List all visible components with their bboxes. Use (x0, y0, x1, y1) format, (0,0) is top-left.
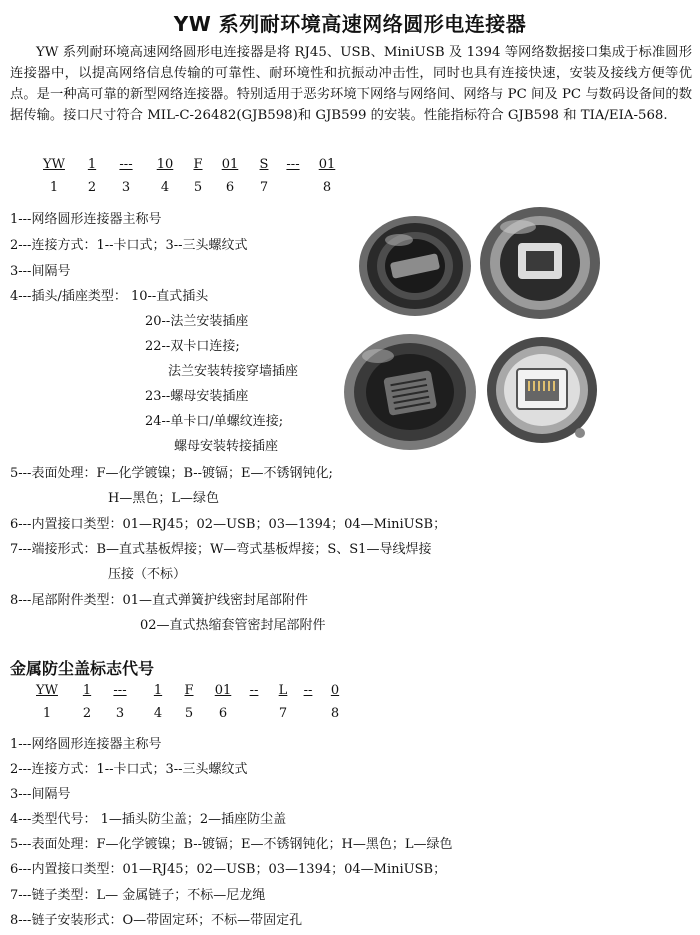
code-number: 3 (115, 706, 125, 721)
code-number: 6 (225, 180, 235, 195)
code-cell: 10 (156, 157, 174, 172)
page-title: YW 系列耐环境高速网络圆形电连接器 (173, 12, 527, 36)
spec-item: 02—直式热缩套管密封尾部附件 (140, 618, 326, 633)
connector-photo-3 (338, 330, 478, 452)
code-number: 1 (42, 706, 52, 721)
code-cell: --- (286, 157, 300, 172)
dust-cap-code-number-row (0, 706, 700, 728)
spec-item: 2---连接方式：1--卡口式；3--三头螺纹式 (10, 238, 248, 253)
code-cell: -- (303, 683, 313, 698)
model-code-row (0, 157, 700, 179)
dust-cap-code-row (0, 683, 700, 705)
spec-item: 24--单卡口/单螺纹连接; (145, 414, 284, 429)
code-cell: S (259, 157, 269, 172)
spec-item: 22--双卡口连接; (145, 339, 240, 354)
dust-cap-section-title: 金属防尘盖标志代号 (10, 659, 155, 678)
code-number: 6 (218, 706, 228, 721)
code-number: 5 (193, 180, 203, 195)
code-cell: 01 (318, 157, 336, 172)
code-cell: 01 (214, 683, 232, 698)
spec-item: 压接（不标） (108, 567, 187, 582)
code-number: 2 (82, 706, 92, 721)
spec-item: 5---表面处理：F—化学镀镍；B--镀镉；E—不锈钢钝化；H—黑色；L—绿色 (10, 837, 453, 852)
code-cell: --- (119, 157, 133, 172)
code-number: 4 (153, 706, 163, 721)
spec-item: 6---内置接口类型：01—RJ45；02—USB；03—1394；04—MiniUSB； (10, 517, 447, 532)
spec-item: 7---链子类型：L— 金属链子；不标—尼龙绳 (10, 888, 266, 903)
code-number: 8 (330, 706, 340, 721)
code-number: 8 (322, 180, 332, 195)
spec-item: H—黑色；L—绿色 (108, 491, 219, 506)
code-number: 3 (121, 180, 131, 195)
spec-item: 7---端接形式：B—直式基板焊接；W—弯式基板焊接；S、S1—导线焊接 (10, 542, 432, 557)
code-number: 5 (184, 706, 194, 721)
spec-item: 4---类型代号： 1—插头防尘盖；2—插座防尘盖 (10, 812, 287, 827)
spec-item: 3---间隔号 (10, 264, 71, 279)
intro-paragraph: YW 系列耐环境高速网络圆形电连接器是将 RJ45、USB、MiniUSB 及 1394 等网络数据接口集成于标准圆形连接器中，以提高网络信息传输的可靠性、耐环境性和抗振动冲击性，同时也具有连接快速，安装及接线方便等优点。是一种高可靠的新型网络连接器。特别适用于恶劣环境下网络与网络间、网络与 PC 间及 PC 与数码设备间的数据传输。接口尺寸符合 MIL-C-26482(GJB598)和 GJB599 的安装。性能指标符合 GJB598 和 TIA/EIA-568. (10, 45, 692, 123)
spec-item: 5---表面处理：F—化学镀镍；B--镀镉；E—不锈钢钝化; (10, 466, 333, 481)
code-cell: YW (36, 683, 58, 698)
code-cell: YW (43, 157, 65, 172)
spec-item: 法兰安装转接穿墙插座 (168, 364, 299, 379)
code-cell: L (278, 683, 288, 698)
code-cell: F (193, 157, 203, 172)
spec-item: 23--螺母安装插座 (145, 389, 249, 404)
connector-photo-1 (355, 210, 475, 320)
code-cell: 0 (330, 683, 340, 698)
spec-item: 螺母安装转接插座 (174, 439, 279, 454)
code-cell: 1 (87, 157, 97, 172)
code-cell: 1 (153, 683, 163, 698)
connector-photo-2 (478, 203, 603, 323)
spec-item: 2---连接方式：1--卡口式；3--三头螺纹式 (10, 762, 248, 777)
spec-item: 20--法兰安装插座 (145, 314, 249, 329)
code-cell: -- (249, 683, 259, 698)
code-cell: 1 (82, 683, 92, 698)
code-cell: F (184, 683, 194, 698)
code-number: 2 (87, 180, 97, 195)
code-number: 7 (259, 180, 269, 195)
code-number: 4 (160, 180, 170, 195)
spec-item: 4---插头/插座类型： 10--直式插头 (10, 289, 209, 304)
spec-item: 1---网络圆形连接器主称号 (10, 212, 162, 227)
model-code-number-row (0, 180, 700, 202)
spec-item: 8---链子安装形式：O—带固定环；不标—带固定孔 (10, 913, 303, 928)
code-cell: 01 (221, 157, 239, 172)
code-number: 7 (278, 706, 288, 721)
code-cell: --- (113, 683, 127, 698)
spec-item: 1---网络圆形连接器主称号 (10, 737, 162, 752)
code-number: 1 (49, 180, 59, 195)
connector-photo-4 (485, 333, 600, 448)
spec-item: 8---尾部附件类型：01—直式弹簧护线密封尾部附件 (10, 593, 308, 608)
spec-item: 3---间隔号 (10, 787, 71, 802)
spec-item: 6---内置接口类型：01—RJ45；02—USB；03—1394；04—MiniUSB； (10, 862, 447, 877)
